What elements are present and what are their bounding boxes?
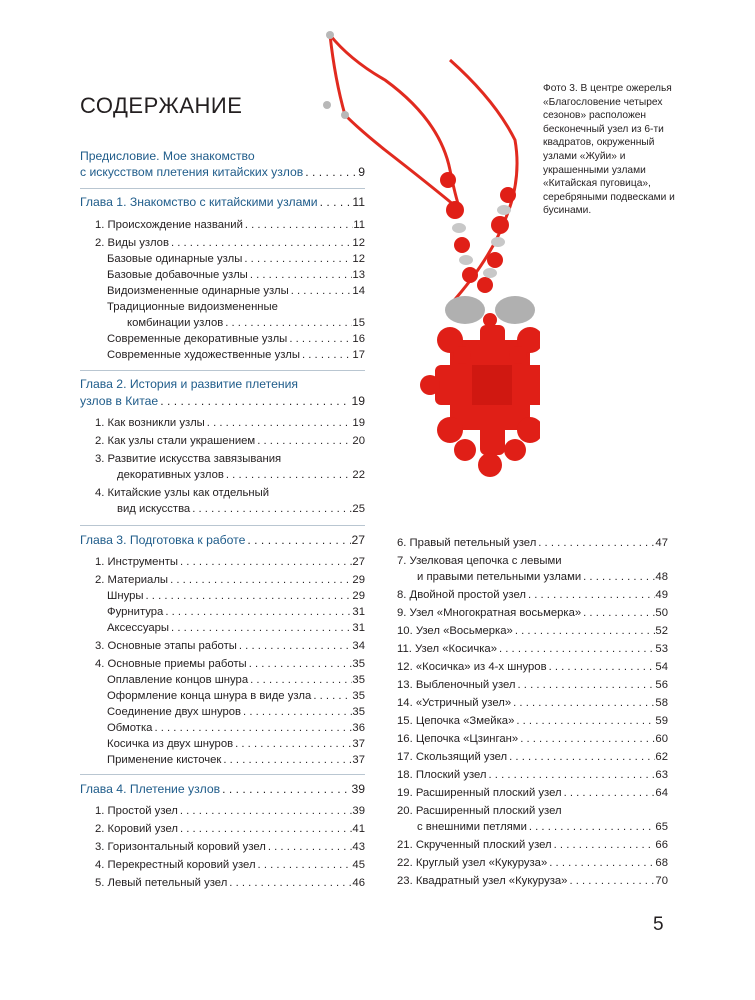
leader-dots (287, 333, 352, 345)
toc-label: Базовые добавочные узлы (107, 269, 248, 281)
toc-entry[interactable] (95, 823, 365, 835)
toc-page: 52 (655, 625, 668, 637)
toc-label[interactable]: 4. Китайские узлы как отдельный (95, 487, 269, 499)
leader-dots (514, 715, 655, 727)
toc-label: 3. Горизонтальный коровий узел (95, 841, 266, 853)
toc-entry[interactable] (397, 733, 668, 745)
toc-label: Оформление конца шнура в виде узла (107, 690, 312, 702)
toc-label: 19. Расширенный плоский узел (397, 787, 562, 799)
ch4-page: 39 (351, 782, 365, 796)
leader-dots (241, 706, 352, 718)
toc-page: 35 (352, 706, 365, 718)
toc-label: Видоизмененные одинарные узлы (107, 285, 289, 297)
leader-dots (248, 269, 353, 281)
toc-page: 34 (352, 640, 365, 652)
toc-label: Косичка из двух шнуров (107, 738, 234, 750)
toc-entry[interactable] (397, 661, 668, 673)
toc-entry[interactable] (107, 738, 365, 750)
toc-entry[interactable] (95, 417, 365, 429)
leader-dots (178, 823, 352, 835)
toc-label: 23. Квадратный узел «Кукуруза» (397, 875, 568, 887)
toc-entry[interactable] (107, 253, 365, 265)
toc-page: 15 (352, 317, 365, 329)
toc-label: Оплавление концов шнура (107, 674, 249, 686)
toc-page: 65 (655, 821, 668, 833)
toc-entry[interactable] (95, 219, 365, 231)
separator (80, 774, 365, 775)
leader-dots (237, 640, 353, 652)
toc-page: 46 (352, 877, 365, 889)
toc-page: 39 (352, 805, 365, 817)
toc-page: 12 (352, 253, 365, 265)
toc-page: 63 (655, 769, 668, 781)
toc-label: 13. Выбленочный узел (397, 679, 516, 691)
toc-page: 22 (352, 469, 365, 481)
toc-page: 68 (655, 857, 668, 869)
toc-entry[interactable] (397, 679, 668, 691)
toc-page: 53 (655, 643, 668, 655)
ch2-page: 19 (351, 394, 365, 408)
leader-dots (516, 679, 656, 691)
toc-page: 25 (352, 503, 365, 515)
toc-label: 22. Круглый узел «Кукуруза» (397, 857, 548, 869)
toc-entry[interactable] (107, 754, 365, 766)
leader-dots (163, 606, 352, 618)
toc-label[interactable]: 3. Развитие искусства завязывания (95, 453, 282, 465)
toc-page: 62 (655, 751, 668, 763)
toc-label: 9. Узел «Многократная восьмерка» (397, 607, 582, 619)
toc-page: 35 (352, 658, 365, 670)
leader-dots (581, 571, 655, 583)
leader-dots (513, 625, 656, 637)
toc-entry[interactable] (117, 503, 365, 515)
leader-dots (233, 738, 352, 750)
toc-entry[interactable] (397, 607, 668, 619)
toc-page: 48 (655, 571, 668, 583)
toc-page: 56 (655, 679, 668, 691)
toc-label: 4. Основные приемы работы (95, 658, 247, 670)
preface-title-line1[interactable]: Предисловие. Мое знакомство (80, 149, 255, 163)
leader-dots (289, 285, 353, 297)
toc-page: 27 (352, 556, 365, 568)
toc-label: 2. Коровий узел (95, 823, 178, 835)
toc-entry[interactable] (95, 435, 365, 447)
toc-entry[interactable] (95, 556, 365, 568)
preface-page: 9 (358, 165, 365, 179)
leader-dots (205, 417, 353, 429)
leader-dots (256, 859, 353, 871)
toc-label: Современные декоративные узлы (107, 333, 288, 345)
toc-label: Фурнитура (107, 606, 164, 618)
toc-label: 6. Правый петельный узел (397, 537, 537, 549)
ch4-title: Глава 4. Плетение узлов (80, 782, 221, 796)
leader-dots (247, 658, 353, 670)
ch4-title-entry[interactable] (80, 782, 365, 796)
leader-dots (168, 574, 352, 586)
toc-label: 1. Как возникли узлы (95, 417, 205, 429)
leader-dots (223, 317, 352, 329)
leader-dots (567, 875, 655, 887)
toc-page: 13 (352, 269, 365, 281)
toc-label: 12. «Косичка» из 4-х шнуров (397, 661, 547, 673)
toc-label: 8. Двойной простой узел (397, 589, 526, 601)
toc-page: 54 (655, 661, 668, 673)
toc-page: 60 (655, 733, 668, 745)
toc-page: 35 (352, 690, 365, 702)
leader-dots (547, 857, 655, 869)
toc-label: Аксессуары (107, 622, 170, 634)
leader-dots (547, 661, 656, 673)
toc-label: вид искусства (117, 503, 191, 515)
leader-dots (526, 589, 655, 601)
toc-label: 2. Материалы (95, 574, 169, 586)
leader-dots (303, 165, 358, 179)
toc-entry[interactable] (95, 640, 365, 652)
leader-dots (562, 787, 656, 799)
toc-label: Соединение двух шнуров (107, 706, 242, 718)
leader-dots (255, 435, 352, 447)
toc-label: 21. Скрученный плоский узел (397, 839, 552, 851)
toc-entry[interactable] (95, 841, 365, 853)
photo-caption: Фото 3. В центре ожерелья «Благословение четырех сезонов» расположен бесконечный узел из 6-ти квадратов, окруженный узлами «Жуйи» и украшенными узлами «Китайская пуговица», серебряными подвесками и бусинами. (543, 83, 675, 217)
page-number: 5 (653, 914, 664, 935)
toc-label: Современные художественные узлы (107, 349, 300, 361)
toc-page: 19 (352, 417, 365, 429)
toc-label: комбинации узлов (127, 317, 224, 329)
toc-entry[interactable] (95, 574, 365, 586)
leader-dots (227, 877, 352, 889)
toc-label[interactable]: 20. Расширенный плоский узел (397, 805, 562, 817)
page-title: СОДЕРЖАНИЕ (80, 93, 243, 118)
toc-page: 49 (655, 589, 668, 601)
toc-label: 16. Цепочка «Цзинган» (397, 733, 519, 745)
leader-dots (518, 733, 655, 745)
toc-page: 43 (352, 841, 365, 853)
toc-entry[interactable] (107, 690, 365, 702)
leader-dots (169, 622, 352, 634)
toc-entry[interactable] (397, 857, 668, 869)
toc-entry[interactable] (107, 722, 365, 734)
toc-label: 10. Узел «Восьмерка» (397, 625, 513, 637)
toc-entry[interactable] (117, 469, 365, 481)
toc-page: 70 (655, 875, 668, 887)
leader-dots (497, 643, 655, 655)
separator (80, 525, 365, 526)
toc-label: 2. Как узлы стали украшением (95, 435, 256, 447)
toc-page: 66 (655, 839, 668, 851)
toc-page: 17 (352, 349, 365, 361)
toc-page: 58 (655, 697, 668, 709)
toc-entry[interactable] (95, 658, 365, 670)
toc-label: 3. Основные этапы работы (95, 640, 237, 652)
toc-page: 31 (352, 622, 365, 634)
leader-dots (190, 503, 352, 515)
ch2-title-entry[interactable] (80, 394, 365, 408)
toc-entry[interactable] (417, 821, 668, 833)
toc-entry[interactable] (127, 317, 365, 329)
toc-page: 12 (352, 237, 365, 249)
leader-dots (158, 394, 351, 408)
ch3-page: 27 (351, 533, 365, 547)
leader-dots (511, 697, 655, 709)
toc-label: 4. Перекрестный коровий узел (95, 859, 256, 871)
leader-dots (169, 237, 352, 249)
leader-dots (152, 722, 352, 734)
ch1-title-entry[interactable] (80, 195, 365, 209)
toc-page: 36 (352, 722, 365, 734)
leader-dots (144, 590, 353, 602)
leader-dots (581, 607, 655, 619)
toc-entry[interactable] (107, 333, 365, 345)
toc-entry[interactable] (95, 805, 365, 817)
toc-page: 59 (655, 715, 668, 727)
toc-entry[interactable] (107, 590, 365, 602)
toc-entry[interactable] (107, 706, 365, 718)
toc-label: декоративных узлов (117, 469, 224, 481)
toc-label: 11. Узел «Косичка» (397, 643, 497, 655)
toc-label[interactable]: Традиционные видоизмененные (107, 301, 278, 313)
toc-page: 14 (352, 285, 365, 297)
toc-entry[interactable] (397, 751, 668, 763)
separator (80, 188, 365, 189)
toc-page: 41 (352, 823, 365, 835)
ch1-page: 11 (352, 195, 365, 209)
toc-entry[interactable] (107, 606, 365, 618)
separator (80, 370, 365, 371)
leader-dots (300, 349, 352, 361)
toc-label: Шнуры (107, 590, 144, 602)
leader-dots (178, 556, 352, 568)
toc-entry[interactable] (397, 875, 668, 887)
toc-label: и правыми петельными узлами (417, 571, 582, 583)
toc-page: 37 (352, 738, 365, 750)
leader-dots (220, 782, 351, 796)
toc-label: 17. Скользящий узел (397, 751, 508, 763)
ch2-title-line2: узлов в Китае (80, 394, 159, 408)
leader-dots (552, 839, 656, 851)
toc-entry[interactable] (397, 625, 668, 637)
toc-entry[interactable] (397, 787, 668, 799)
leader-dots (266, 841, 353, 853)
toc-entry[interactable] (397, 769, 668, 781)
toc-label: 2. Виды узлов (95, 237, 169, 249)
toc-label: с внешними петлями (417, 821, 527, 833)
preface-entry[interactable] (80, 165, 365, 179)
toc-page: 47 (655, 537, 668, 549)
leader-dots (248, 674, 352, 686)
toc-page: 64 (655, 787, 668, 799)
toc-label: 14. «Устричный узел» (397, 697, 512, 709)
toc-page: 37 (352, 754, 365, 766)
toc-page: 29 (352, 590, 365, 602)
toc-page: 31 (352, 606, 365, 618)
leader-dots (318, 195, 353, 209)
leader-dots (311, 690, 352, 702)
toc-label: 18. Плоский узел (397, 769, 487, 781)
toc-label: 15. Цепочка «Змейка» (397, 715, 515, 727)
toc-entry[interactable] (397, 589, 668, 601)
toc-entry[interactable] (107, 674, 365, 686)
toc-entry[interactable] (95, 237, 365, 249)
toc-entry[interactable] (397, 839, 668, 851)
leader-dots (245, 533, 351, 547)
toc-entry[interactable] (107, 349, 365, 361)
toc-label: 1. Происхождение названий (95, 219, 243, 231)
ch2-title-line1[interactable]: Глава 2. История и развитие плетения (80, 377, 298, 391)
toc-page: 16 (352, 333, 365, 345)
toc-label: Применение кисточек (107, 754, 222, 766)
toc-page: 45 (352, 859, 365, 871)
toc-label[interactable]: 7. Узелковая цепочка с левыми (397, 555, 562, 567)
leader-dots (242, 253, 352, 265)
toc-page: 29 (352, 574, 365, 586)
leader-dots (243, 219, 353, 231)
toc-entry[interactable] (95, 859, 365, 871)
toc-label: Обмотка (107, 722, 153, 734)
toc-entry[interactable] (107, 622, 365, 634)
toc-entry[interactable] (417, 571, 668, 583)
toc-page: 50 (655, 607, 668, 619)
toc-page: 11 (353, 219, 365, 231)
toc-entry[interactable] (397, 537, 668, 549)
leader-dots (221, 754, 352, 766)
toc-entry[interactable] (397, 697, 668, 709)
toc-label: 5. Левый петельный узел (95, 877, 228, 889)
ch1-title: Глава 1. Знакомство с китайскими узлами (80, 195, 318, 209)
leader-dots (507, 751, 655, 763)
ch3-title: Глава 3. Подготовка к работе (80, 533, 246, 547)
toc-entry[interactable] (397, 715, 668, 727)
leader-dots (178, 805, 353, 817)
toc-entry[interactable] (397, 643, 668, 655)
leader-dots (487, 769, 656, 781)
leader-dots (536, 537, 655, 549)
toc-page: 20 (352, 435, 365, 447)
preface-title-line2: с искусством плетения китайских узлов (80, 165, 304, 179)
toc-label: 1. Простой узел (95, 805, 178, 817)
leader-dots (224, 469, 353, 481)
toc-page: 35 (352, 674, 365, 686)
toc-entry[interactable] (95, 877, 365, 889)
toc-label: Базовые одинарные узлы (107, 253, 243, 265)
toc-label: 1. Инструменты (95, 556, 179, 568)
leader-dots (527, 821, 656, 833)
ch3-title-entry[interactable] (80, 533, 365, 547)
toc-entry[interactable] (107, 285, 365, 297)
toc-entry[interactable] (107, 269, 365, 281)
